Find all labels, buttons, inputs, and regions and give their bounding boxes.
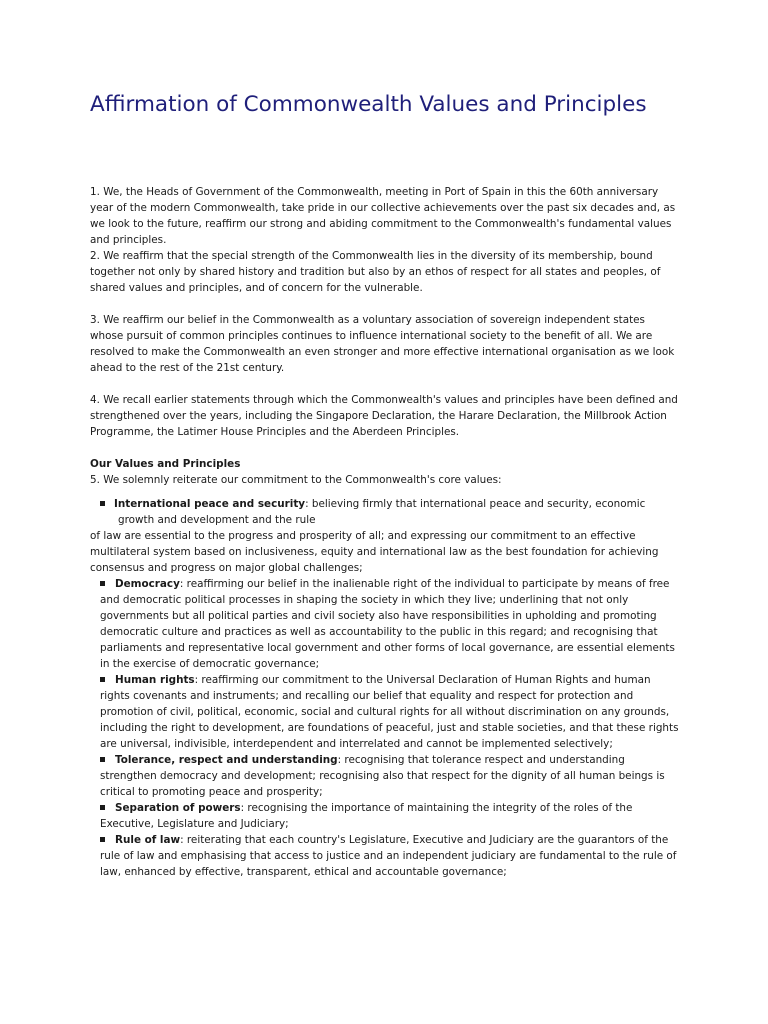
list-item bbox=[90, 496, 680, 576]
bullet-term: Separation of powers bbox=[115, 802, 241, 814]
document-body bbox=[90, 184, 680, 880]
spacer bbox=[90, 488, 680, 496]
paragraph-4: 4. We recall earlier statements through which the Commonwealth's values and principles have been defined and strengthened over the years, including the Singapore Declaration, the Harare Declaration, the Millbrook Action Programme, the Latimer House Principles and the Aberdeen Principles. bbox=[90, 394, 678, 438]
bullet-term: International peace and security bbox=[114, 498, 306, 510]
bullet-marker-icon bbox=[100, 805, 105, 810]
bullet-term: Tolerance, respect and understanding bbox=[115, 754, 338, 766]
bullet-marker-icon bbox=[100, 501, 105, 506]
bullet-term: Rule of law bbox=[115, 834, 181, 846]
bullet-term: Democracy bbox=[115, 578, 180, 590]
bullet-continuation: of law are essential to the progress and prosperity of all; and expressing our commitment to an effective multilateral system based on inclusiveness, equity and international law as the best foundation for achieving consensus and progress on major global challenges; bbox=[90, 530, 659, 574]
paragraph-3: 3. We reaffirm our belief in the Commonwealth as a voluntary association of sovereign independent states whose pursuit of common principles continues to influence international society to the benefit of all. We are resolved to make the Commonwealth an even stronger and more effective international organisation as we look ahead to the rest of the 21st century. bbox=[90, 314, 675, 374]
paragraph-1: 1. We, the Heads of Government of the Commonwealth, meeting in Port of Spain in this the 60th anniversary year of the modern Commonwealth, take pride in our collective achievements over the past six decades and, as we look to the future, reaffirm our strong and abiding commitment to the Commonwealth's fundamental values and principles. bbox=[90, 186, 676, 246]
bullet-text: : reaffirming our commitment to the Universal Declaration of Human Rights and human rights covenants and instruments; and recalling our belief that equality and respect for protection and promotion of civil, political, economic, social and cultural rights for all without discrimination on any grounds, including the right to development, are foundations of peaceful, just and stable societies, and that these rights are universal, indivisible, interdependent and interrelated and cannot be implemented selectively; bbox=[100, 674, 679, 750]
list-item bbox=[90, 576, 680, 672]
spacer bbox=[90, 296, 680, 312]
spacer bbox=[90, 376, 680, 392]
bullet-marker-icon bbox=[100, 837, 105, 842]
bullet-text: : recognising that tolerance respect and understanding strengthen democracy and development; recognising also that respect for the dignity of all human beings is critical to promoting peace and prosperity; bbox=[100, 754, 665, 798]
bullet-marker-icon bbox=[100, 677, 105, 682]
bullet-text: : recognising the importance of maintaining the integrity of the roles of the Executive, Legislature and Judiciary; bbox=[100, 802, 633, 830]
bullet-marker-icon bbox=[100, 757, 105, 762]
list-item bbox=[90, 752, 680, 800]
bullet-term: Human rights bbox=[115, 674, 195, 686]
section-heading: Our Values and Principles bbox=[90, 458, 241, 470]
values-list bbox=[90, 496, 680, 880]
document-title: Affirmation of Commonwealth Values and Principles bbox=[90, 92, 647, 117]
list-item bbox=[90, 672, 680, 752]
bullet-text: : believing firmly that international peace and security, economic growth and development and the rule bbox=[118, 498, 646, 526]
bullet-text: : reaffirming our belief in the inalienable right of the individual to participate by means of free and democratic political processes in shaping the society in which they live; underlining that not only governments but all political parties and civil society also have responsibilities in upholding and promoting democratic culture and practices as well as accountability to the public in this regard; and recognising that parliaments and representative local government and other forms of local governance, are essential elements in the exercise of democratic governance; bbox=[100, 578, 675, 670]
list-item bbox=[90, 832, 680, 880]
bullet-text: : reiterating that each country's Legislature, Executive and Judiciary are the guarantors of the rule of law and emphasising that access to justice and an independent judiciary are fundamental to the rule of law, enhanced by effective, transparent, ethical and accountable governance; bbox=[100, 834, 677, 878]
bullet-marker-icon bbox=[100, 581, 105, 586]
spacer bbox=[90, 440, 680, 456]
section-intro: 5. We solemnly reiterate our commitment to the Commonwealth's core values: bbox=[90, 474, 502, 486]
paragraph-2: 2. We reaffirm that the special strength of the Commonwealth lies in the diversity of its membership, bound together not only by shared history and tradition but also by an ethos of respect for all states and peoples, of shared values and principles, and of concern for the vulnerable. bbox=[90, 250, 661, 294]
list-item bbox=[90, 800, 680, 832]
